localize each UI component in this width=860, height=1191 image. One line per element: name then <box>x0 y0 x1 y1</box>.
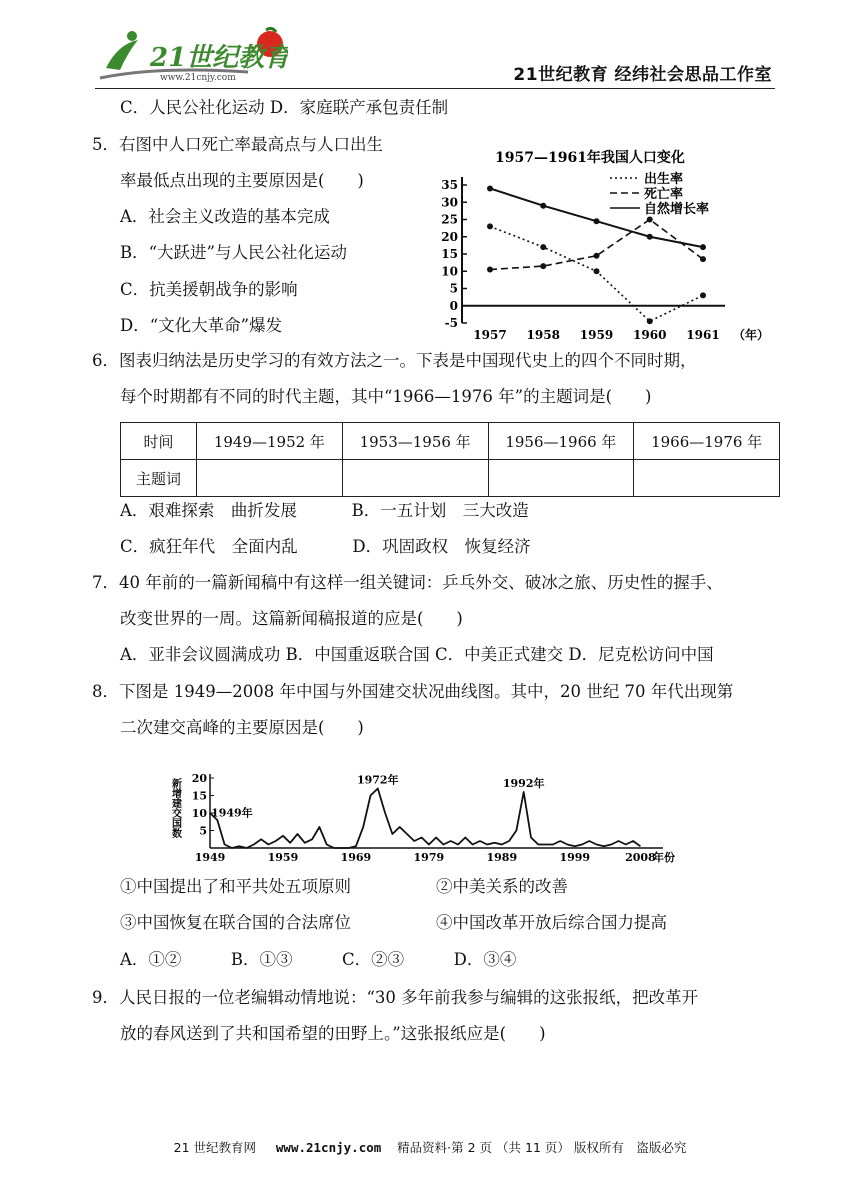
y-tick-label: 15 <box>441 247 458 261</box>
footer-pages: 精品资料·第 2 页 （共 11 页） 版权所有 盗版必究 <box>397 1140 687 1155</box>
data-point <box>594 268 600 274</box>
y-axis-label: 新增建交国数 <box>169 778 181 838</box>
q5-option-a: A．社会主义改造的基本完成 <box>120 207 330 226</box>
y-tick-label: 20 <box>441 229 458 244</box>
q5-stem-2: 率最低点出现的主要原因是( ) <box>120 171 364 190</box>
table-cell: 1956—1966 年 <box>488 423 634 460</box>
header-title: 21世纪教育 经纬社会思品工作室 <box>513 65 772 85</box>
q5-option-c: C．抗美援朝战争的影响 <box>120 280 298 299</box>
q5-option-b: B．“大跃进”与人民公社化运动 <box>120 243 347 262</box>
q6-stem-2: 每个时期都有不同的时代主题，其中“1966—1976 年”的主题词是( ) <box>120 387 652 406</box>
legend-label: 自然增长率 <box>644 202 710 217</box>
y-tick-label: -5 <box>444 316 458 330</box>
logo <box>98 26 288 84</box>
y-tick-label: 35 <box>441 178 458 192</box>
table-cell <box>488 460 634 497</box>
x-unit-label: 年份 <box>653 851 675 864</box>
chart-title: 1957—1961年我国人口变化 <box>495 150 685 166</box>
y-tick-label: 25 <box>441 212 458 227</box>
x-tick-label: 1999 <box>559 851 591 864</box>
population-chart <box>420 140 800 350</box>
x-tick-label: 1989 <box>486 851 518 864</box>
q6-options-cd: C．疯狂年代 全面内乱 D．巩固政权 恢复经济 <box>120 537 531 556</box>
annotation-label: 1949年 <box>211 806 253 820</box>
y-tick-label: 15 <box>191 789 207 803</box>
q8-option-2: ②中美关系的改善 <box>436 877 568 896</box>
y-tick-label: 5 <box>199 824 207 838</box>
y-tick-label: 10 <box>441 264 458 279</box>
q8-stem-2: 二次建交高峰的主要原因是( ) <box>120 718 364 737</box>
q7-stem-1: 7．40 年前的一篇新闻稿中有这样一组关键词：乒乓外交、破冰之旅、历史性的握手、 <box>92 573 723 592</box>
data-point <box>487 223 493 229</box>
annotation-label: 1992年 <box>502 776 545 790</box>
y-tick-label: 30 <box>441 195 458 210</box>
x-tick-label: 2008 <box>625 851 656 864</box>
y-tick-label: 20 <box>191 772 207 785</box>
x-tick-label: 1958 <box>526 328 560 342</box>
table-row <box>121 460 780 497</box>
logo-graphic <box>98 26 288 84</box>
data-point <box>540 244 546 250</box>
x-tick-label: 1949 <box>194 851 226 864</box>
data-point <box>594 253 600 259</box>
x-tick-label: 1957 <box>473 328 507 342</box>
footer-site: 21 世纪教育网 <box>173 1140 257 1155</box>
data-point <box>487 267 493 273</box>
q7-stem-2: 改变世界的一周。这篇新闻稿报道的应是( ) <box>120 609 463 628</box>
logo-text: 21世纪教育 <box>150 43 288 73</box>
table-cell: 1966—1976 年 <box>634 423 780 460</box>
q8-option-1: ①中国提出了和平共处五项原则 <box>120 877 351 896</box>
data-point <box>700 256 706 262</box>
table-cell <box>197 460 343 497</box>
q9-stem-2: 放的春风送到了共和国希望的田野上。”这张报纸应是( ) <box>120 1024 546 1043</box>
table-row <box>121 423 780 460</box>
diplomacy-chart <box>165 770 685 870</box>
table-cell: 主题词 <box>121 460 197 497</box>
logo-url: www.21cnjy.com <box>160 73 236 83</box>
x-unit-label: （年） <box>733 328 770 342</box>
q4-options: C．人民公社化运动 D．家庭联产承包责任制 <box>120 98 449 117</box>
header-rule <box>95 88 775 89</box>
table-cell <box>634 460 780 497</box>
x-tick-label: 1959 <box>579 328 614 342</box>
x-tick-label: 1979 <box>413 851 445 864</box>
x-tick-label: 1960 <box>633 328 667 342</box>
x-tick-label: 1959 <box>267 851 299 864</box>
data-point <box>540 203 546 209</box>
x-tick-label: 1969 <box>340 851 372 864</box>
q8-answers: A．①② B．①③ C．②③ D．③④ <box>120 950 517 969</box>
table-cell <box>342 460 488 497</box>
q8-option-3: ③中国恢复在联合国的合法席位 <box>120 913 351 932</box>
data-point <box>647 217 653 223</box>
q5-option-d: D．“文化大革命”爆发 <box>120 316 283 335</box>
footer-url: www.21cnjy.com <box>275 1140 382 1155</box>
x-tick-label: 1961 <box>686 328 720 342</box>
data-point <box>540 263 546 269</box>
footer <box>0 1138 860 1156</box>
q6-stem-1: 6．图表归纳法是历史学习的有效方法之一。下表是中国现代史上的四个不同时期， <box>92 351 697 370</box>
data-point <box>647 318 653 324</box>
table-cell: 1953—1956 年 <box>342 423 488 460</box>
data-point <box>647 234 653 240</box>
q8-option-4: ④中国改革开放后综合国力提高 <box>436 913 667 932</box>
y-tick-label: 0 <box>449 298 458 313</box>
series-line <box>490 220 703 270</box>
q6-options-ab: A．艰难探索 曲折发展 B．一五计划 三大改造 <box>120 501 529 520</box>
annotation-label: 1972年 <box>356 773 399 787</box>
q8-stem-1: 8．下图是 1949—2008 年中国与外国建交状况曲线图。其中，20 世纪 70 年代出现第 <box>92 682 734 701</box>
data-point <box>700 244 706 250</box>
series-line <box>210 789 640 849</box>
q5-stem-1: 5．右图中人口死亡率最高点与人口出生 <box>92 135 383 154</box>
q7-options: A．亚非会议圆满成功 B．中国重返联合国 C．中美正式建交 D．尼克松访问中国 <box>120 645 714 664</box>
legend-label: 死亡率 <box>644 187 684 202</box>
table-cell: 时间 <box>121 423 197 460</box>
data-point <box>487 185 493 191</box>
data-point <box>700 292 706 298</box>
q9-stem-1: 9．人民日报的一位老编辑动情地说：“30 多年前我参与编辑的这张报纸，把改革开 <box>92 988 699 1007</box>
table-cell: 1949—1952 年 <box>197 423 343 460</box>
legend-label: 出生率 <box>644 172 684 187</box>
y-tick-label: 5 <box>449 281 458 296</box>
data-point <box>594 218 600 224</box>
period-table <box>120 422 780 497</box>
y-tick-label: 10 <box>191 807 207 820</box>
